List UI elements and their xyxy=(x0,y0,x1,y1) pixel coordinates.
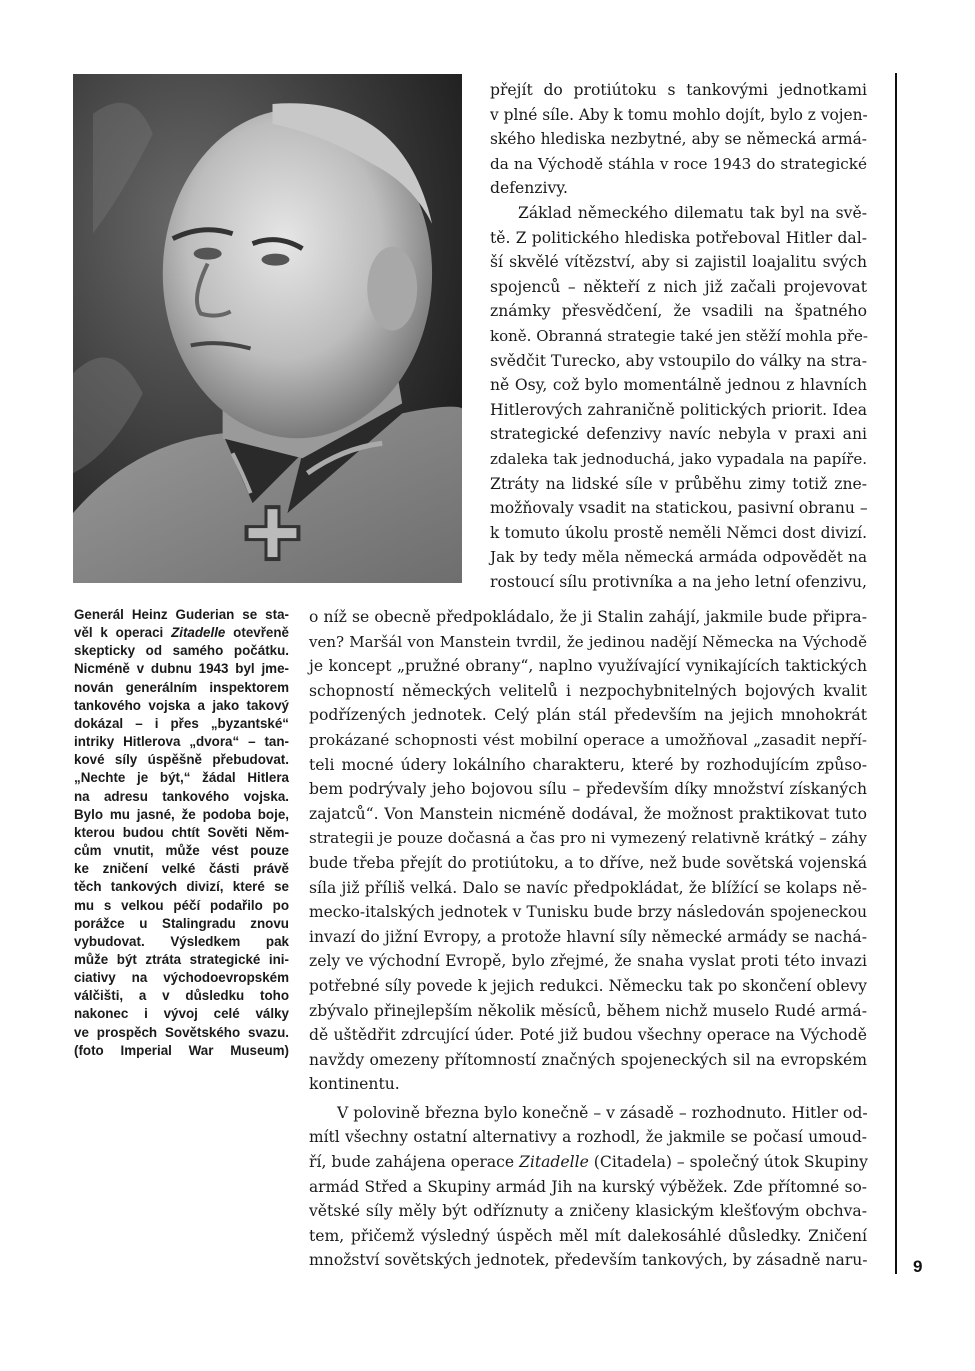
caption-italic-title: Zitadelle xyxy=(171,625,226,641)
body-text-upper-column xyxy=(490,78,867,594)
text-line: dě uštědřit zdrcující úder. Poté již budou všechny operace na Východě xyxy=(309,1026,867,1045)
caption-line: cům vnutit, může vést pouze xyxy=(74,843,289,859)
caption-line: válčišti, a v důsledku toho xyxy=(74,988,289,1004)
text-line: strategické defenzivy navíc nebyla v praxi ani xyxy=(490,425,867,444)
text-line: síla již příliš velká. Dalo se navíc předpokládat, že blížící se kolaps ně- xyxy=(309,878,867,897)
text-line: potřebné síly povede k jejich redukci. Německu tak po skončení oblevy xyxy=(309,976,867,995)
text-line: přejít do protiútoku s tankovými jednotkami xyxy=(490,81,867,99)
text-line: teli mocné údery lokálního charakteru, které by rozhodujícím způso- xyxy=(309,755,867,774)
italic-title: Zitadelle xyxy=(519,1153,589,1172)
text-line: ven? Maršál von Manstein tvrdil, že jedinou nadějí Německa na Východě xyxy=(309,632,867,651)
caption-line: může být ztráta strategické ini- xyxy=(74,951,289,967)
caption-line: Generál Heinz Guderian se sta- xyxy=(74,607,289,622)
body-text-full-column xyxy=(309,605,867,1273)
text-line: schopností německých velitelů i nezpochybnitelných bojových kvalit xyxy=(309,681,867,700)
text-line: spojenců – někteří z nich již začali projevovat xyxy=(490,277,867,296)
margin-vertical-rule xyxy=(895,73,897,1274)
paragraph-start-line: Základ německého dilematu tak byl na svě- xyxy=(518,203,867,222)
text-line: svědčit Turecko, aby vstoupilo do války na stra- xyxy=(490,351,867,370)
caption-line: na adresu tankového vojska. xyxy=(74,788,289,804)
text-line: mecko-italských jednotek v Tunisku bude brzy následován spojeneckou xyxy=(309,903,867,922)
text-line: bude třeba přejít do protiútoku, a to dříve, než bude sovětská vojenská xyxy=(309,853,867,872)
caption-line-text: otevřeně xyxy=(225,625,289,641)
text-line-part: (Citadela) – společný útok Skupiny xyxy=(588,1153,868,1172)
text-line-part: ří, bude zahájena operace xyxy=(309,1153,520,1172)
photo-caption xyxy=(74,606,289,1060)
caption-line: tankového vojska a jako takový xyxy=(74,697,289,713)
text-line: kontinentu. xyxy=(309,1075,400,1094)
text-line: množství sovětských jednotek, především tankových, by zásadně naru- xyxy=(309,1251,868,1270)
caption-line: vybudovat. Výsledkem pak xyxy=(74,933,289,949)
caption-line-text: věl k operaci xyxy=(74,625,172,641)
caption-line: těch tankových divizí, které se xyxy=(74,879,289,895)
text-line: známky přesvědčení, že vsadili na špatného xyxy=(490,302,867,321)
caption-line: porážce u Stalingradu znovu xyxy=(74,915,289,931)
text-line: ně Osy, což bylo momentálně jednou z hlavních xyxy=(490,376,867,395)
text-line: da na Východě stáhla v roce 1943 do strategické xyxy=(490,154,867,173)
text-line: strategii je pouze dočasná a čas pro ni vymezený relativně krátký – záhy xyxy=(309,829,867,848)
text-line: Hitlerových zahraničně politických priorit. Idea xyxy=(490,400,867,419)
text-line: možňovaly vsadit na statickou, pasivní obranu – xyxy=(490,499,868,518)
caption-line: dokázal – i přes „byzantské“ xyxy=(74,715,289,731)
caption-line: ve prospěch Sovětského svazu. xyxy=(74,1024,289,1040)
text-line: bem podrývaly jeho bojovou sílu – především díky množství získaných xyxy=(309,780,867,799)
text-line: armád Střed a Skupiny armád Jih na kurský výběžek. Zde přítomné so- xyxy=(309,1177,867,1196)
page-number: 9 xyxy=(913,1257,923,1276)
caption-line: skepticky od samého počátku. xyxy=(74,643,289,659)
text-line: ského hlediska nezbytné, aby se německá armá- xyxy=(490,130,867,149)
caption-line: nakonec i vývoj celé války xyxy=(74,1006,289,1022)
text-line: tě. Z politického hlediska potřeboval Hitler dal- xyxy=(490,228,867,247)
caption-line: intriky Hitlerova „dvora“ – tan- xyxy=(74,734,289,750)
text-line: větské síly měly být odříznuty a zničeny klasickým klešťovým obchva- xyxy=(309,1202,867,1221)
caption-line: nován generálním inspektorem xyxy=(74,679,289,695)
caption-line xyxy=(74,624,289,642)
caption-line: Bylo mu jasné, že podoba boje, xyxy=(74,806,289,822)
text-line: rostoucí sílu protivníka a na jeho letní ofenzivu, xyxy=(490,572,867,591)
text-line: invazí do jižní Evropy, a protože hlavní síly německé armády se nachá- xyxy=(309,927,867,946)
text-line: mítl všechny ostatní alternativy a rozhodl, že jakmile se počasí umoud- xyxy=(309,1128,867,1147)
text-line: podřízených jednotek. Celý plán stál především na jejich mnohokrát xyxy=(309,706,867,725)
caption-line: Nicméně v dubnu 1943 byl jme- xyxy=(74,661,289,677)
text-line: zdaleka tak jednoduchá, jako vypadala na papíře. xyxy=(490,449,867,468)
caption-line: kové síly úspěšně přebudovat. xyxy=(74,752,289,768)
caption-line: ciativy na východoevropském xyxy=(74,970,289,986)
text-line: ší skvělé vítězství, aby si zajistil loajalitu svých xyxy=(490,253,867,272)
text-line: Ztráty na lidské síle v průběhu zimy totiž zne- xyxy=(490,474,867,493)
text-line: zely ve východní Evropě, bylo zřejmé, že snaha vyslat proti této invazi xyxy=(309,952,867,971)
caption-credit: (foto Imperial War Museum) xyxy=(74,1042,289,1058)
text-line: tem, přičemž výsledný úspěch měl mít dalekosáhlé důsledky. Zničení xyxy=(309,1226,867,1245)
text-line: zajatců“. Von Manstein nicméně dodával, že možnost praktikovat tuto xyxy=(309,804,867,823)
text-line: Jak by tedy měla německá armáda odpovědět na xyxy=(490,548,867,567)
text-line: v plné síle. Aby k tomu mohlo dojít, bylo z vojen- xyxy=(490,105,868,124)
text-line: zbývalo přinejlepším několik měsíců, během nichž muselo Rudé armá- xyxy=(309,1001,867,1020)
portrait-photo-illustration xyxy=(73,74,462,583)
text-line: navždy omezeny přítomností značných spojeneckých sil na evropském xyxy=(309,1050,867,1069)
text-line: o níž se obecně předpokládalo, že ji Stalin zahájí, jakmile bude připra- xyxy=(309,608,867,626)
paragraph-start-line: V polovině března bylo konečně – v zásadě – rozhodnuto. Hitler od- xyxy=(337,1103,868,1122)
text-line: k tomuto úkolu prostě neměli Němci dost divizí. xyxy=(490,523,867,542)
text-line xyxy=(309,1150,867,1175)
text-line: defenzivy. xyxy=(490,179,568,198)
caption-line: kterou budou chtít Sověti Něm- xyxy=(74,824,289,840)
caption-line: mu s velkou péčí podařilo po xyxy=(74,897,289,913)
text-line: koně. Obranná strategie také jen stěží mohla pře- xyxy=(490,326,868,345)
text-line: je koncept „pružné obrany“, naplno využívající vynikajících taktických xyxy=(309,657,867,676)
caption-line: ke zničení velké části právě xyxy=(74,861,289,877)
portrait-photo xyxy=(73,74,462,583)
caption-line: „Nechte je být,“ žádal Hitlera xyxy=(74,770,289,786)
text-line: prokázané schopnosti vést mobilní operace a umožňoval „zasadit nepří- xyxy=(309,730,867,749)
